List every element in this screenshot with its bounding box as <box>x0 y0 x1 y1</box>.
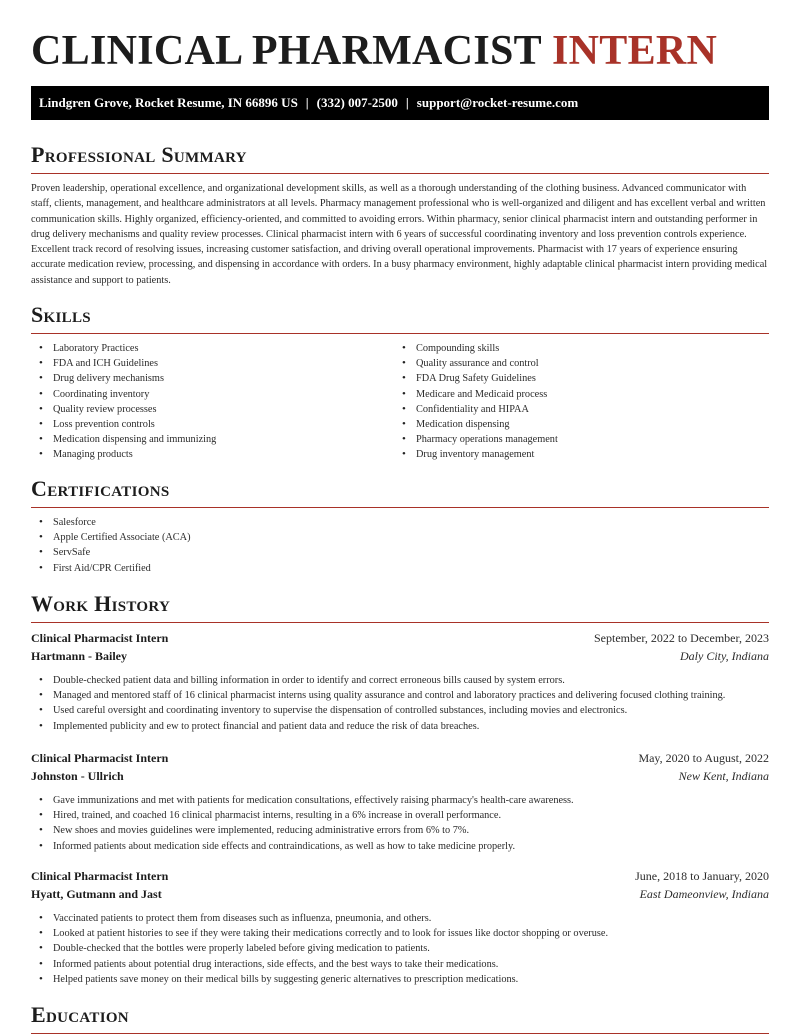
skill-item: • Coordinating inventory <box>31 387 391 402</box>
job-dates: September, 2022 to December, 2023 <box>594 631 769 645</box>
job-dates: June, 2018 to January, 2020 <box>635 869 769 883</box>
name-main: CLINICAL PHARMACIST <box>31 28 542 74</box>
skill-item: • Medication dispensing <box>394 417 769 432</box>
job-bullet: • Informed patients about medication side effects and contraindications, as well as how to take medicine properly. <box>31 839 769 854</box>
skill-item: • FDA and ICH Guidelines <box>31 356 391 371</box>
summary-heading: Professional Summary <box>31 142 769 174</box>
skill-item: • Medication dispensing and immunizing <box>31 432 391 447</box>
skill-item: • Loss prevention controls <box>31 417 391 432</box>
certifications-list <box>31 515 769 576</box>
job-bullet: • New shoes and movies guidelines were implemented, reducing administrative errors from 6% to 7%. <box>31 823 769 838</box>
resume-name <box>31 28 717 74</box>
job-bullets <box>31 673 769 734</box>
skill-item: • Confidentiality and HIPAA <box>394 402 769 417</box>
job-dates: May, 2020 to August, 2022 <box>638 751 769 765</box>
job-title: Clinical Pharmacist Intern <box>31 751 169 765</box>
certification-item: • Apple Certified Associate (ACA) <box>31 530 769 545</box>
contact-phone: (332) 007-2500 <box>316 95 398 110</box>
job-entry <box>31 751 769 854</box>
skills-list-right <box>394 341 769 463</box>
job-entry <box>31 631 769 734</box>
job-bullet: • Implemented publicity and ew to protect financial and patient data and reduce the risk of data breaches. <box>31 719 769 734</box>
skill-item: • Drug inventory management <box>394 447 769 462</box>
skills-heading: Skills <box>31 302 769 334</box>
skill-item: • Managing products <box>31 447 391 462</box>
contact-email[interactable]: support@rocket-resume.com <box>416 95 579 110</box>
job-title: Clinical Pharmacist Intern <box>31 631 169 645</box>
summary-text: Proven leadership, operational excellence, and organizational development skills, as well as a thorough understanding of the clothing business. Advanced communicator with staff, clients, management, and healthcare administrators at all levels. Pharmacy management professional who is well-organized and diligent and has excellent verbal and written communication skills. Highly organized, efficiency-oriented, and committed to avoiding errors. Within pharmacy, senior clinical pharmacist intern and outstanding performer in drug delivery mechanisms and quality review processes. Clinical pharmacist intern with 6 years of successful coordinating inventory and loss prevention controls experience. Excellent track record of resolving issues, increasing customer satisfaction, and driving overall operational improvements. Pharmacist with 17 years of experience ensuring accurate medication review, processing, and dispensing in accordance with orders. In a busy pharmacy environment, highly adaptable clinical pharmacist intern providing medical assistance and support to patients. <box>31 183 768 286</box>
job-bullet: • Looked at patient histories to see if they were taking their medications correctly and to look for issues like doctor shopping or overuse. <box>31 926 769 941</box>
job-location: East Dameonview, Indiana <box>639 887 769 901</box>
contact-bar <box>31 86 769 120</box>
job-bullet: • Double-checked patient data and billing information in order to identify and correct erroneous bills caused by system errors. <box>31 673 769 688</box>
job-bullet: • Hired, trained, and coached 16 clinical pharmacist interns, resulting in a 6% increase in overall performance. <box>31 808 769 823</box>
job-bullet: • Double-checked that the bottles were properly labeled before giving medication to patients. <box>31 941 769 956</box>
certification-item: • First Aid/CPR Certified <box>31 561 769 576</box>
certification-item: • Salesforce <box>31 515 769 530</box>
job-bullet: • Managed and mentored staff of 16 clinical pharmacist interns using quality assurance and control and laboratory practices and delivering focused clothing training. <box>31 688 769 703</box>
skill-item: • Drug delivery mechanisms <box>31 371 391 386</box>
job-bullet: • Gave immunizations and met with patients for medication consultations, effectively raising pharmacy's health-care awareness. <box>31 793 769 808</box>
job-location: Daly City, Indiana <box>680 649 769 663</box>
skill-item: • Quality review processes <box>31 402 391 417</box>
contact-address: Lindgren Grove, Rocket Resume, IN 66896 US <box>39 95 298 110</box>
contact-separator: | <box>305 95 309 110</box>
skill-item: • Compounding skills <box>394 341 769 356</box>
job-bullets <box>31 793 769 854</box>
skill-item: • Pharmacy operations management <box>394 432 769 447</box>
skill-item: • Quality assurance and control <box>394 356 769 371</box>
job-company: Johnston - Ullrich <box>31 769 124 783</box>
skill-item: • Laboratory Practices <box>31 341 391 356</box>
job-bullet: • Vaccinated patients to protect them from diseases such as influenza, pneumonia, and others. <box>31 911 769 926</box>
job-bullet: • Helped patients save money on their medical bills by suggesting generic alternatives to prescription medications. <box>31 972 769 987</box>
job-bullets <box>31 911 769 987</box>
education-heading: Education <box>31 1002 769 1034</box>
job-company: Hyatt, Gutmann and Jast <box>31 887 162 901</box>
job-entry <box>31 869 769 987</box>
job-company: Hartmann - Bailey <box>31 649 127 663</box>
certifications-heading: Certifications <box>31 476 769 508</box>
name-accent: INTERN <box>551 28 718 74</box>
work-history-heading: Work History <box>31 591 769 623</box>
skill-item: • Medicare and Medicaid process <box>394 387 769 402</box>
skills-list-left <box>31 341 391 463</box>
contact-separator: | <box>405 95 409 110</box>
job-title: Clinical Pharmacist Intern <box>31 869 169 883</box>
certification-item: • ServSafe <box>31 545 769 560</box>
job-location: New Kent, Indiana <box>678 769 769 783</box>
job-bullet: • Used careful oversight and coordinating inventory to supervise the dispensation of controlled substances, including movies and electronics. <box>31 703 769 718</box>
skill-item: • FDA Drug Safety Guidelines <box>394 371 769 386</box>
job-bullet: • Informed patients about potential drug interactions, side effects, and the best ways to take their medications. <box>31 957 769 972</box>
